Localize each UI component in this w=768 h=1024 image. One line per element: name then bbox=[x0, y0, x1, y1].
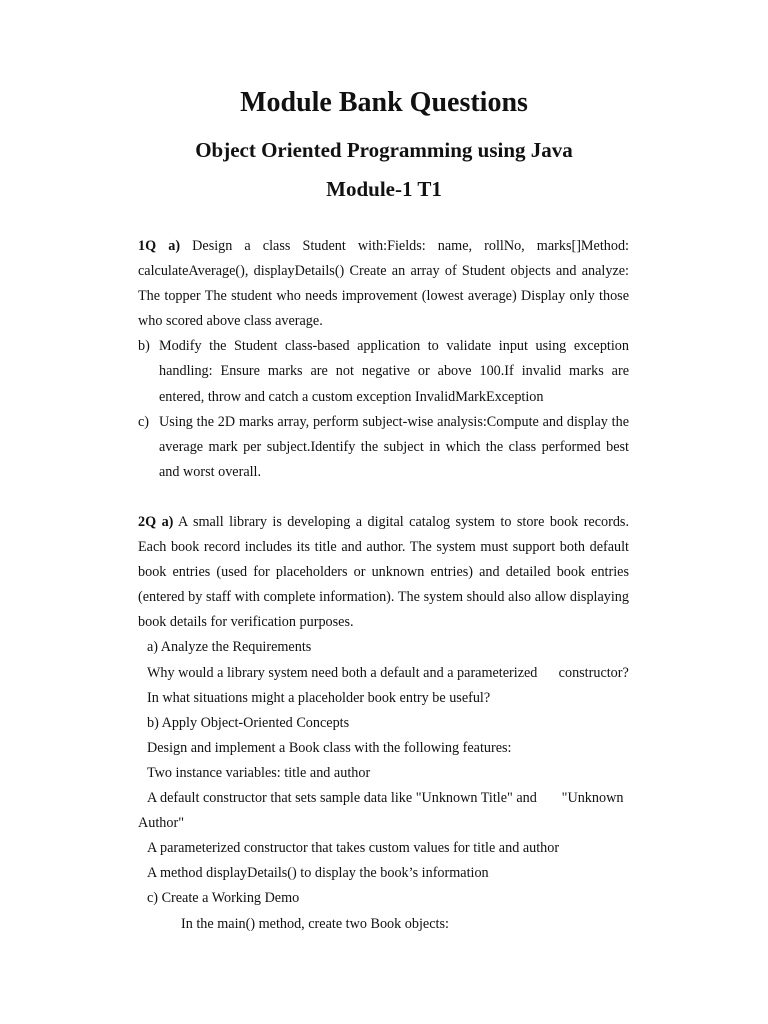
q2-line: Design and implement a Book class with the following features: bbox=[147, 739, 512, 756]
q2-line: In what situations might a placeholder book entry be useful? bbox=[147, 689, 491, 706]
course-title: Object Oriented Programming using Java bbox=[195, 138, 573, 162]
q1-number: 1Q bbox=[138, 238, 157, 254]
q1-a-text: Design a class Student with:Fields: name, rollNo, marks[]Method: calculateAverage(), displayDetails() Create an array of Student objects and analyze: The topper The student who needs improvement (lowest average) Display only those who scored above class average. bbox=[138, 238, 629, 330]
q1-a-label: a) bbox=[168, 238, 181, 254]
q2-line: Two instance variables: title and author bbox=[147, 764, 371, 781]
q1-part-b bbox=[138, 334, 629, 409]
question-2 bbox=[138, 510, 629, 937]
q2-intro bbox=[138, 510, 629, 635]
q2-line: A default constructor that sets sample data like "Unknown Title" and "Unknown bbox=[147, 790, 624, 807]
q2-number: 2Q bbox=[138, 514, 157, 530]
q2-line: c) Create a Working Demo bbox=[147, 890, 300, 907]
q1-b-label: b) bbox=[138, 338, 150, 355]
q2-line: b) Apply Object-Oriented Concepts bbox=[147, 714, 350, 731]
q2-a-label: a) bbox=[161, 514, 174, 530]
q2-intro-text: A small library is developing a digital catalog system to store book records. Each book record includes its title and author. The system must support both default book entries (used for placeholders or unknown entries) and detailed book entries (entered by staff with complete information). The system should also allow displaying book details for verification purposes. bbox=[138, 514, 629, 631]
q2-line: A method displayDetails() to display the book’s information bbox=[147, 865, 489, 882]
q2-line: Why would a library system need both a default and a parameterized constructor? bbox=[147, 664, 629, 681]
q1-b-text: Modify the Student class-based application to validate input using exception handling: Ensure marks are not negative or above 100.If invalid marks are entered, throw and catch a custom exception InvalidMarkException bbox=[159, 338, 629, 405]
module-title: Module-1 T1 bbox=[326, 177, 442, 201]
q1-c-label: c) bbox=[138, 413, 150, 430]
q1-part-c bbox=[138, 410, 629, 485]
q2-line: Author" bbox=[138, 815, 184, 832]
q2-line: a) Analyze the Requirements bbox=[147, 639, 312, 656]
q1-part-a bbox=[138, 234, 629, 334]
q1-c-text: Using the 2D marks array, perform subject-wise analysis:Compute and display the average mark per subject.Identify the subject in which the class performed best and worst overall. bbox=[159, 413, 629, 480]
q2-line: A parameterized constructor that takes custom values for title and author bbox=[147, 840, 560, 857]
question-1 bbox=[138, 234, 629, 485]
document-title: Module Bank Questions bbox=[240, 87, 528, 118]
q2-line: In the main() method, create two Book objects: bbox=[181, 915, 449, 932]
